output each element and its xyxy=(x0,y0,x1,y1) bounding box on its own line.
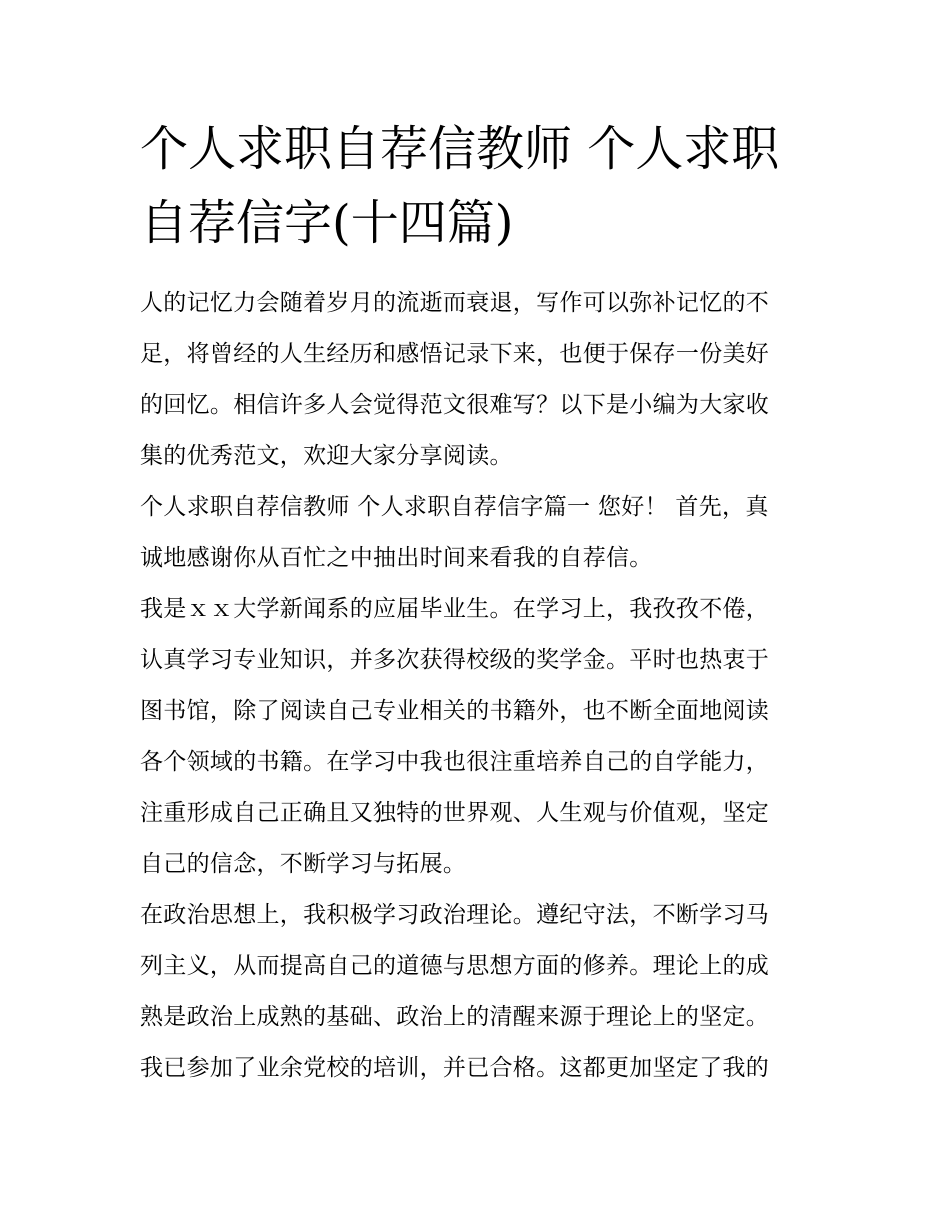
document-body xyxy=(140,278,830,1094)
paragraph-greeting: 个人求职自荐信教师 个人求职自荐信字篇一 您好！ 首先，真 诚地感谢你从百忙之中抽出时间来看我的自荐信。 xyxy=(140,494,769,571)
paragraph-politics: 在政治思想上，我积极学习政治理论。遵纪守法，不断学习马 列主义，从而提高自己的道德与思想方面的修养。理论上的成 熟是政治上成熟的基础、政治上的清醒来源于理论上的坚定。 我已参加了业余党校的培训，并已合格。这都更加坚定了我的 xyxy=(140,902,770,1081)
document-title: 个人求职自荐信教师 个人求职 自荐信字(十四篇) xyxy=(140,121,780,251)
paragraph-study: 我是ｘｘ大学新闻系的应届毕业生。在学习上，我孜孜不倦， 认真学习专业知识，并多次获得校级的奖学金。平时也热衷于 图书馆，除了阅读自己专业相关的书籍外，也不断全面地阅读 各个领域的书籍。在学习中我也很注重培养自己的自学能力， 注重形成自己正确且又独特的世界观、人生观与价值观，坚定 自己的信念，不断学习与拓展。 xyxy=(140,596,770,877)
paragraph-intro: 人的记忆力会随着岁月的流逝而衰退，写作可以弥补记忆的不 足，将曾经的人生经历和感悟记录下来，也便于保存一份美好 的回忆。相信许多人会觉得范文很难写？以下是小编为大家收 集的优秀范文，欢迎大家分享阅读。 xyxy=(140,290,770,469)
